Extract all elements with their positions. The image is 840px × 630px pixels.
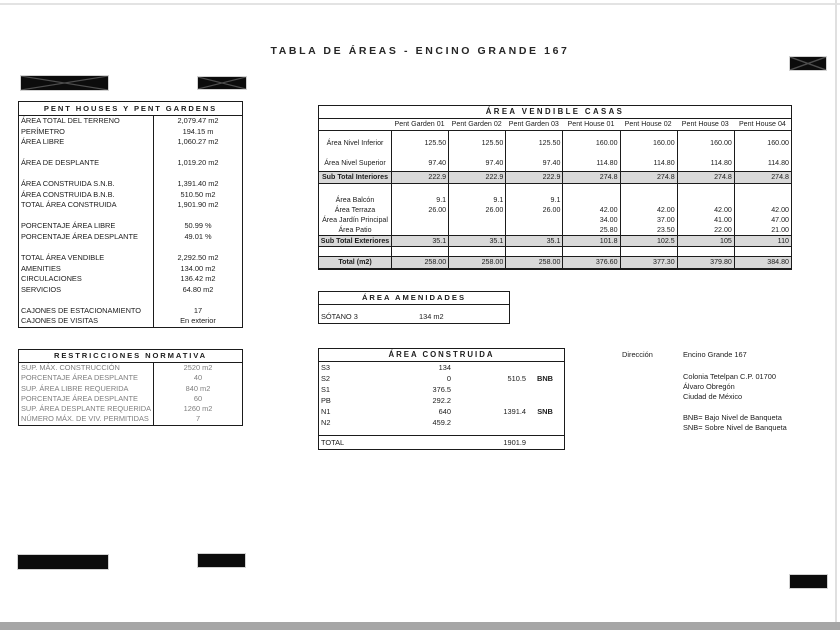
table-header: RESTRICCIONES NORMATIVA bbox=[19, 350, 242, 363]
row-label: TOTAL ÁREA CONSTRUIDA bbox=[21, 200, 117, 210]
column-header: Pent House 01 bbox=[567, 120, 615, 128]
row-value: 17 bbox=[153, 306, 242, 317]
row-label: PERÍMETRO bbox=[21, 126, 65, 136]
table-row: Área Patio 25.80 23.50 22.00 21.00 bbox=[319, 225, 791, 235]
row-value: 49.01 % bbox=[153, 232, 242, 243]
table-row bbox=[19, 274, 242, 285]
address-value: Encino Grande 167 bbox=[683, 350, 747, 359]
row-label: ÁREA LIBRE bbox=[21, 137, 65, 147]
row-label: SUP. ÁREA DESPLANTE REQUERIDA bbox=[21, 404, 152, 414]
row-label: AMENITIES bbox=[21, 263, 61, 273]
table-area-vendible-casas bbox=[318, 105, 792, 270]
row-value: 1,019.20 m2 bbox=[153, 158, 242, 169]
table-row bbox=[19, 200, 242, 211]
column-header: Pent Garden 03 bbox=[508, 120, 559, 128]
row-value: 840 m2 bbox=[153, 384, 242, 394]
table-pent-houses bbox=[18, 101, 243, 328]
row-label: Área Balcón bbox=[335, 196, 375, 204]
spacer-row bbox=[19, 169, 242, 180]
table-row bbox=[19, 394, 242, 404]
table-row: N1 640 1391.4 SNB bbox=[321, 407, 553, 416]
row-label: Área Terraza bbox=[334, 206, 376, 214]
spacer-row bbox=[319, 184, 791, 195]
table-row: Área Jardín Principal 34.00 37.00 41.00 47.00 bbox=[319, 215, 791, 225]
table-row bbox=[19, 384, 242, 394]
row-value: 64.80 m2 bbox=[153, 285, 242, 296]
row-value: 134 m2 bbox=[419, 312, 444, 321]
row-value: 7 bbox=[153, 414, 242, 424]
table-header: ÁREA AMENIDADES bbox=[319, 292, 509, 305]
table-row: S2 0 510.5 BNB bbox=[321, 374, 553, 383]
row-value: 510.50 m2 bbox=[153, 190, 242, 201]
row-label: CIRCULACIONES bbox=[21, 274, 82, 284]
table-row bbox=[19, 190, 242, 201]
row-value: 50.99 % bbox=[153, 221, 242, 232]
table-row bbox=[319, 305, 509, 323]
table-row: Área Nivel Superior 97.40 97.40 97.40 114.80 114.80 114.80 114.80 bbox=[319, 155, 791, 171]
row-label: SERVICIOS bbox=[21, 284, 62, 294]
address-label: Dirección bbox=[622, 350, 653, 359]
legend-note: BNB= Bajo Nivel de Banqueta bbox=[683, 413, 782, 422]
address-line: Ciudad de México bbox=[683, 392, 743, 401]
redaction-x-icon bbox=[198, 77, 246, 89]
table-row bbox=[19, 404, 242, 414]
table-row bbox=[19, 158, 242, 169]
subtotal-row: Sub Total Exteriores 35.1 35.1 35.1 101.8 102.5 105 110 bbox=[319, 235, 791, 247]
row-label: Área Nivel Superior bbox=[324, 159, 386, 167]
row-value: 40 bbox=[153, 373, 242, 383]
column-header: Pent House 04 bbox=[738, 120, 786, 128]
page-edge-top bbox=[0, 3, 840, 5]
row-label: ÁREA DE DESPLANTE bbox=[21, 158, 100, 168]
table-row bbox=[19, 414, 242, 424]
column-header: Pent Garden 01 bbox=[394, 120, 445, 128]
row-label: N1 bbox=[321, 407, 331, 416]
table-header: ÁREA CONSTRUIDA bbox=[319, 349, 564, 362]
table-row bbox=[19, 221, 242, 232]
table-row bbox=[19, 363, 242, 373]
redaction-box bbox=[198, 554, 245, 567]
row-label: Área Patio bbox=[338, 226, 372, 234]
table-row bbox=[19, 116, 242, 127]
spacer-row bbox=[319, 428, 564, 435]
table-area-amenidades bbox=[318, 291, 510, 324]
row-value: 1260 m2 bbox=[153, 404, 242, 414]
table-row bbox=[19, 253, 242, 264]
row-label: SUP. MÁX. CONSTRUCCIÓN bbox=[21, 363, 120, 372]
table-row bbox=[19, 179, 242, 190]
table-row: S3 134 bbox=[321, 363, 451, 372]
table-row: Área Balcón 9.1 9.1 9.1 bbox=[319, 195, 791, 205]
row-label: CAJONES DE ESTACIONAMIENTO bbox=[21, 305, 142, 315]
table-row bbox=[19, 137, 242, 148]
address-line: Colonia Tetelpan C.P. 01700 bbox=[683, 372, 777, 381]
table-header: PENT HOUSES Y PENT GARDENS bbox=[19, 102, 242, 116]
column-header: Pent House 02 bbox=[624, 120, 672, 128]
address-line: Álvaro Obregón bbox=[683, 382, 735, 391]
spacer-row bbox=[19, 148, 242, 159]
column-header-row bbox=[319, 119, 791, 131]
subtotal-row: Sub Total Interiores 222.9 222.9 222.9 274.8 274.8 274.8 274.8 bbox=[319, 171, 791, 184]
table-row: Área Nivel Inferior 125.50 125.50 125.50 160.00 160.00 160.00 160.00 bbox=[319, 131, 791, 155]
row-value: 2520 m2 bbox=[153, 363, 242, 373]
page-edge-bottom bbox=[0, 622, 840, 630]
row-value: 1,391.40 m2 bbox=[153, 179, 242, 190]
column-header: Pent Garden 02 bbox=[451, 120, 502, 128]
row-label: PB bbox=[321, 396, 331, 405]
row-value: 2,292.50 m2 bbox=[153, 253, 242, 264]
row-label: NÚMERO MÁX. DE VIV. PERMITIDAS bbox=[21, 414, 149, 424]
row-value: 194.15 m bbox=[153, 127, 242, 138]
spacer-row bbox=[19, 243, 242, 254]
row-label: S2 bbox=[321, 374, 331, 383]
row-value: 1,060.27 m2 bbox=[153, 137, 242, 148]
table-restricciones-normativa bbox=[18, 349, 243, 426]
row-label: Área Jardín Principal bbox=[322, 216, 388, 224]
row-label: Sub Total Interiores bbox=[321, 173, 389, 181]
table-row bbox=[19, 306, 242, 317]
table-row: S1 376.5 bbox=[321, 385, 451, 394]
table-row bbox=[19, 373, 242, 383]
redaction-box bbox=[18, 555, 108, 569]
table-row: Área Terraza 26.00 26.00 26.00 42.00 42.00 42.00 42.00 bbox=[319, 205, 791, 215]
row-label: ÁREA TOTAL DEL TERRENO bbox=[21, 116, 120, 125]
redaction-x-icon bbox=[790, 57, 826, 70]
table-header: ÁREA VENDIBLE CASAS bbox=[319, 106, 791, 119]
table-row bbox=[19, 316, 242, 327]
total-value: 1901.9 bbox=[503, 438, 526, 447]
redaction-box bbox=[790, 575, 827, 588]
row-label: PORCENTAJE ÁREA DESPLANTE bbox=[21, 393, 138, 403]
row-label: ÁREA CONSTRUIDA B.N.B. bbox=[21, 189, 115, 199]
table-row: N2 459.2 bbox=[321, 418, 451, 427]
table-row bbox=[19, 285, 242, 296]
row-value: 1,901.90 m2 bbox=[153, 200, 242, 211]
redaction-x-icon bbox=[21, 76, 108, 90]
row-label: S1 bbox=[321, 385, 331, 394]
row-label: TOTAL ÁREA VENDIBLE bbox=[21, 253, 105, 263]
row-label: SUP. ÁREA LIBRE REQUERIDA bbox=[21, 383, 129, 393]
row-label: TOTAL bbox=[321, 438, 345, 447]
table-row bbox=[19, 127, 242, 138]
row-label: PORCENTAJE ÁREA DESPLANTE bbox=[21, 373, 138, 383]
row-label: PORCENTAJE ÁREA LIBRE bbox=[21, 221, 116, 231]
spacer-row bbox=[319, 247, 791, 256]
row-label: PORCENTAJE ÁREA DESPLANTE bbox=[21, 232, 138, 242]
legend-note: SNB= Sobre Nivel de Banqueta bbox=[683, 423, 787, 432]
row-value: 2,079.47 m2 bbox=[153, 116, 242, 127]
table-row: PB 292.2 bbox=[321, 396, 451, 405]
table-area-construida bbox=[318, 348, 565, 450]
row-value: 134.00 m2 bbox=[153, 264, 242, 275]
row-label: SÓTANO 3 bbox=[321, 312, 358, 321]
row-label: Total (m2) bbox=[338, 258, 372, 266]
row-label: S3 bbox=[321, 363, 331, 372]
row-value: En exterior bbox=[153, 316, 242, 327]
spacer-row bbox=[19, 211, 242, 222]
row-label: Sub Total Exteriores bbox=[320, 237, 390, 245]
row-value: 60 bbox=[153, 394, 242, 404]
page-edge-right bbox=[835, 0, 837, 630]
address-block bbox=[622, 350, 837, 440]
table-row bbox=[19, 232, 242, 243]
column-header: Pent House 03 bbox=[681, 120, 729, 128]
row-label: Área Nivel Inferior bbox=[326, 139, 384, 147]
spacer-row bbox=[19, 295, 242, 306]
row-label: N2 bbox=[321, 418, 331, 427]
row-label: ÁREA CONSTRUIDA S.N.B. bbox=[21, 179, 115, 189]
table-row bbox=[19, 264, 242, 275]
total-row bbox=[319, 435, 564, 449]
row-label: CAJONES DE VISITAS bbox=[21, 316, 99, 326]
page-title: TABLA DE ÁREAS - ENCINO GRANDE 167 bbox=[270, 45, 570, 57]
total-row: Total (m2) 258.00 258.00 258.00 376.60 377.30 379.80 384.80 bbox=[319, 256, 791, 269]
row-value: 136.42 m2 bbox=[153, 274, 242, 285]
